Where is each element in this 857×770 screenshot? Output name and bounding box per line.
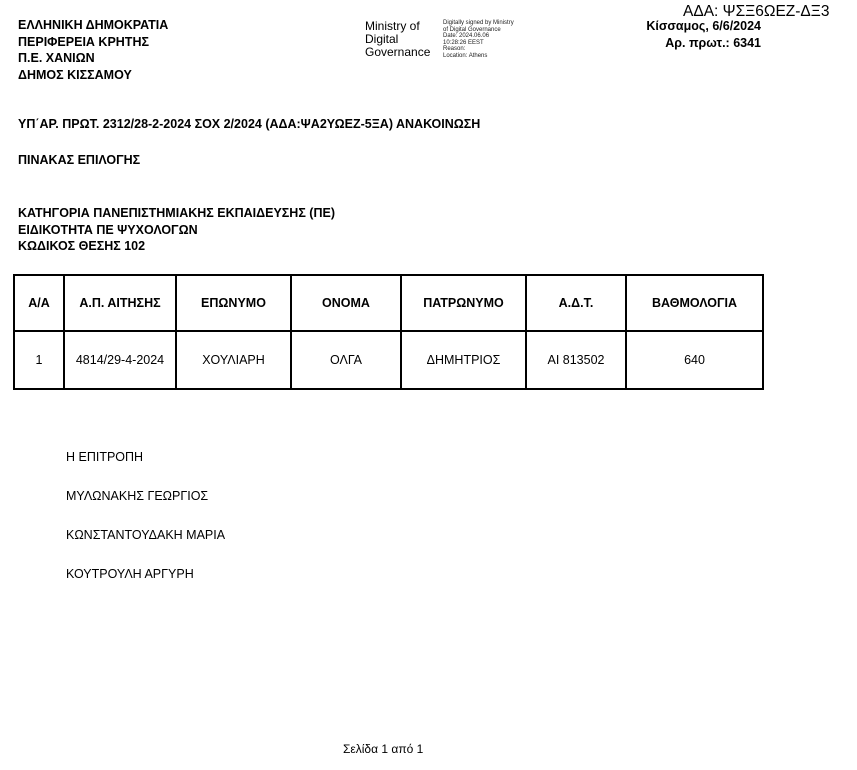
issuer-line: ΕΛΛΗΝΙΚΗ ΔΗΜΟΚΡΑΤΙΑ — [18, 18, 169, 32]
committee-member: ΜΥΛΩΝΑΚΗΣ ΓΕΩΡΓΙΟΣ — [66, 489, 209, 503]
cell-name: ΟΛΓΑ — [291, 331, 401, 389]
issuer-block — [18, 17, 168, 83]
signature-detail-line: of Digital Governance — [443, 26, 501, 33]
committee-title: Η ΕΠΙΤΡΟΠΗ — [66, 450, 144, 464]
ada-code: ΑΔΑ: ΨΣΞ6ΩΕΖ-ΔΞ3 — [683, 3, 830, 20]
issuer-line: ΠΕΡΙΦΕΡΕΙΑ ΚΡΗΤΗΣ — [18, 34, 149, 49]
column-header-aa: Α/Α — [14, 275, 64, 331]
place-date: Κίσσαμος, 6/6/2024 — [646, 19, 761, 33]
table-header-row — [14, 275, 763, 331]
issuer-line: Π.Ε. ΧΑΝΙΩΝ — [18, 51, 95, 65]
column-header-id-card: Α.Δ.Τ. — [526, 275, 626, 331]
signature-org-line: Governance — [365, 45, 431, 59]
issuer-line: ΔΗΜΟΣ ΚΙΣΣΑΜΟΥ — [18, 67, 132, 82]
signature-detail-line: Digitally signed by Ministry — [443, 20, 514, 26]
protocol-number: Αρ. πρωτ.: 6341 — [665, 35, 761, 50]
position-category — [18, 205, 335, 255]
cell-father-name: ΔΗΜΗΤΡΙΟΣ — [401, 331, 526, 389]
cell-surname: ΧΟΥΛΙΑΡΗ — [176, 331, 291, 389]
column-header-name: ΟΝΟΜΑ — [291, 275, 401, 331]
committee-member: ΚΟΥΤΡΟΥΛΗ ΑΡΓΥΡΗ — [66, 567, 194, 581]
signature-detail-line: 10:28:26 EEST — [443, 39, 484, 46]
cell-id-card: ΑΙ 813502 — [526, 331, 626, 389]
category-line: ΚΑΤΗΓΟΡΙΑ ΠΑΝΕΠΙΣΤΗΜΙΑΚΗΣ ΕΚΠΑΙΔΕΥΣΗΣ (ΠΕ) — [18, 206, 335, 220]
signature-org-line: Ministry of — [365, 19, 420, 33]
selection-table — [13, 274, 764, 390]
digital-signature-org — [365, 20, 430, 59]
cell-score: 640 — [626, 331, 763, 389]
announcement-reference: ΥΠ΄ΑΡ. ΠΡΩΤ. 2312/28-2-2024 ΣΟΧ 2/2024 (ΑΔΑ:ΨΑ2ΥΩΕΖ-5ΞΑ) ΑΝΑΚΟΙΝΩΣΗ — [18, 117, 481, 131]
document-meta — [646, 18, 761, 51]
table-row — [14, 331, 763, 389]
column-header-application-no: Α.Π. ΑΙΤΗΣΗΣ — [64, 275, 176, 331]
signature-org-line: Digital — [365, 32, 399, 46]
column-header-score: ΒΑΘΜΟΛΟΓΙΑ — [626, 275, 763, 331]
signature-detail-line: Reason: — [443, 46, 466, 53]
signature-detail-line: Date: 2024.06.06 — [443, 33, 490, 40]
cell-aa: 1 — [14, 331, 64, 389]
digital-signature-details — [443, 20, 514, 60]
position-code: ΚΩΔΙΚΟΣ ΘΕΣΗΣ 102 — [18, 239, 146, 253]
signature-detail-line: Location: Athens — [443, 52, 488, 59]
committee-block — [66, 450, 225, 606]
committee-member: ΚΩΝΣΤΑΝΤΟΥΔΑΚΗ ΜΑΡΙΑ — [66, 528, 226, 542]
page-number: Σελίδα 1 από 1 — [343, 742, 424, 756]
column-header-father-name: ΠΑΤΡΩΝΥΜΟ — [401, 275, 526, 331]
cell-application-no: 4814/29-4-2024 — [64, 331, 176, 389]
selection-table-title: ΠΙΝΑΚΑΣ ΕΠΙΛΟΓΗΣ — [18, 153, 141, 167]
specialty-line: ΕΙΔΙΚΟΤΗΤΑ ΠΕ ΨΥΧΟΛΟΓΩΝ — [18, 222, 198, 237]
column-header-surname: ΕΠΩΝΥΜΟ — [176, 275, 291, 331]
